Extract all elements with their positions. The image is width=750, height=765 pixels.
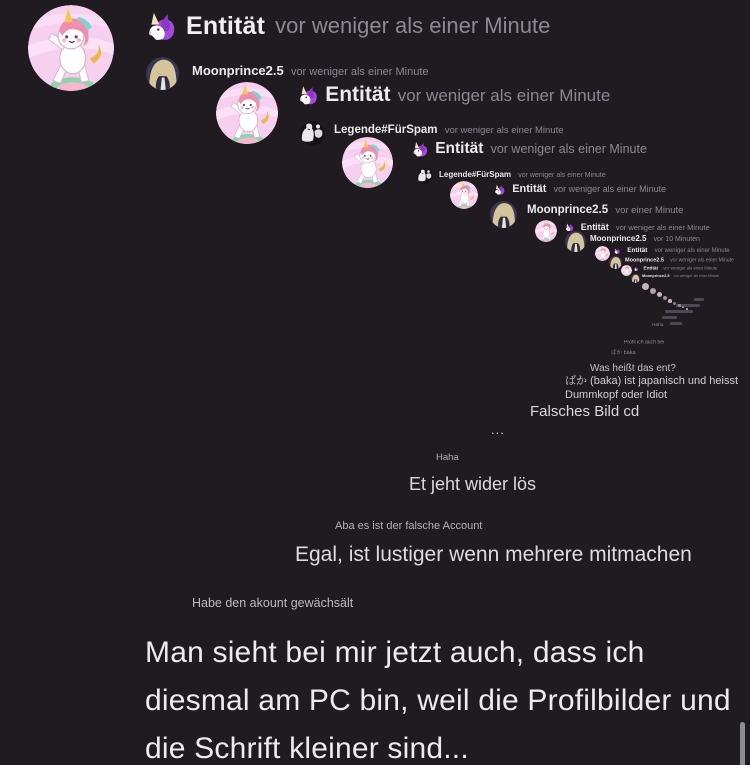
- nested-author-name: Entität: [627, 247, 648, 254]
- unicorn-icon: [146, 11, 176, 41]
- unicorn-avatar: [535, 220, 557, 242]
- moonprince-avatar: [565, 231, 586, 252]
- nested-author-name: Legende#FürSpam: [334, 124, 438, 136]
- nested-message-row: [631, 274, 750, 283]
- unicorn-icon: [298, 85, 318, 105]
- unicorn-icon: [494, 184, 505, 195]
- unicorn-avatar: [450, 181, 478, 209]
- nested-timestamp: vor einer Minute: [615, 205, 684, 216]
- chat-message: Aba es ist der falsche Account: [335, 520, 483, 532]
- chat-message: Falsches Bild cd: [530, 403, 640, 420]
- scrollbar-thumb[interactable]: [740, 722, 745, 765]
- chat-message: [565, 375, 738, 402]
- nested-timestamp: vor weniger als einer Minute: [397, 86, 611, 105]
- chat-message-line: Dummkopf oder Idiot: [565, 388, 668, 401]
- message-text-line: diesmal am PC bin, weil die Profilbilder und: [145, 684, 731, 717]
- blurred-mini-message: [665, 310, 693, 313]
- message-text-line: Man sieht bei mir jetzt auch, dass ich: [145, 636, 645, 669]
- nested-author-name: Entität: [435, 140, 484, 157]
- nested-timestamp: vor 10 Minuten: [653, 236, 700, 243]
- nested-timestamp: vor weniger als einer Minute: [290, 66, 429, 78]
- message-timestamp: vor weniger als einer Minute: [275, 13, 551, 38]
- nested-timestamp: vor weniger als einer Minute: [518, 172, 606, 179]
- legende-avatar: [417, 168, 433, 184]
- nested-timestamp: vor weniger als einer Minute: [490, 142, 647, 156]
- chat-message-line: ばか (baka) ist japanisch und heisst: [565, 375, 739, 387]
- recursion-avatar-dot: [642, 283, 649, 290]
- moonprince-avatar: [490, 201, 517, 228]
- blurred-mini-message: [670, 322, 682, 325]
- recursion-avatar-dot: [663, 296, 667, 300]
- unicorn-avatar: [216, 82, 278, 144]
- author-name[interactable]: Entität: [186, 11, 266, 40]
- nested-timestamp: vor weniger als einer Minute: [673, 274, 719, 279]
- recursion-avatar-dot: [668, 299, 672, 303]
- unicorn-icon: [565, 223, 574, 232]
- chat-message: Habe den akount gewächsält: [192, 596, 354, 610]
- nested-timestamp: vor weniger als einer Minute: [663, 266, 718, 272]
- mini-message-text: Profil ich auch bei: [624, 340, 665, 346]
- nested-author-name: Legende#FürSpam: [439, 170, 512, 179]
- blurred-mini-message: [676, 304, 700, 307]
- mini-message-text: ばか baka: [611, 349, 636, 356]
- message-header: [146, 11, 550, 41]
- message-text: [145, 629, 731, 765]
- recursion-avatar-dot: [650, 288, 656, 294]
- chat-message: Was heißt das ent?: [590, 363, 676, 374]
- legende-avatar: [300, 121, 325, 146]
- nested-author-name: Moonprince2.5: [625, 257, 664, 263]
- nested-author-name: Entität: [580, 222, 609, 232]
- nested-author-name: Moonprince2.5: [192, 63, 284, 78]
- unicorn-icon: [634, 266, 638, 270]
- nested-timestamp: vor weniger als einer Minute: [654, 248, 730, 254]
- chat-message: ...: [491, 422, 505, 437]
- recursion-avatar-dot: [657, 292, 662, 297]
- blurred-mini-message: [662, 316, 677, 319]
- nested-author-name: Entität: [325, 83, 391, 106]
- chat-screenshot-image[interactable]: [0, 50, 750, 620]
- nested-author-name: Moonprince2.5: [527, 204, 609, 216]
- blurred-mini-message: [694, 298, 704, 301]
- nested-timestamp: vor weniger als einer Minute: [615, 223, 710, 232]
- moonprince-avatar: [146, 57, 179, 90]
- nested-author-name: Moonprince2.5: [590, 234, 647, 243]
- chat-message: Haha: [436, 452, 459, 463]
- unicorn-avatar: [595, 246, 610, 261]
- chat-message: Et jeht wider lös: [409, 474, 537, 494]
- unicorn-avatar: [342, 137, 393, 188]
- nested-timestamp: vor weniger als einer Minute: [444, 125, 564, 136]
- nested-author-name: Moonprince2.5: [642, 274, 670, 279]
- nested-timestamp: vor weniger als einer Minute: [553, 184, 667, 194]
- message-text-line: die Schrift kleiner sind...: [145, 732, 469, 765]
- chat-message: Egal, ist lustiger wenn mehrere mitmachen: [295, 543, 692, 566]
- nested-timestamp: vor weniger als einer Minute: [670, 257, 734, 263]
- nested-author-name: Entität: [512, 183, 547, 195]
- mini-message-text: Haha: [652, 323, 664, 328]
- unicorn-icon: [614, 248, 620, 254]
- nested-author-name: Entität: [643, 266, 659, 272]
- unicorn-icon: [412, 141, 428, 157]
- moonprince-avatar: [631, 274, 640, 283]
